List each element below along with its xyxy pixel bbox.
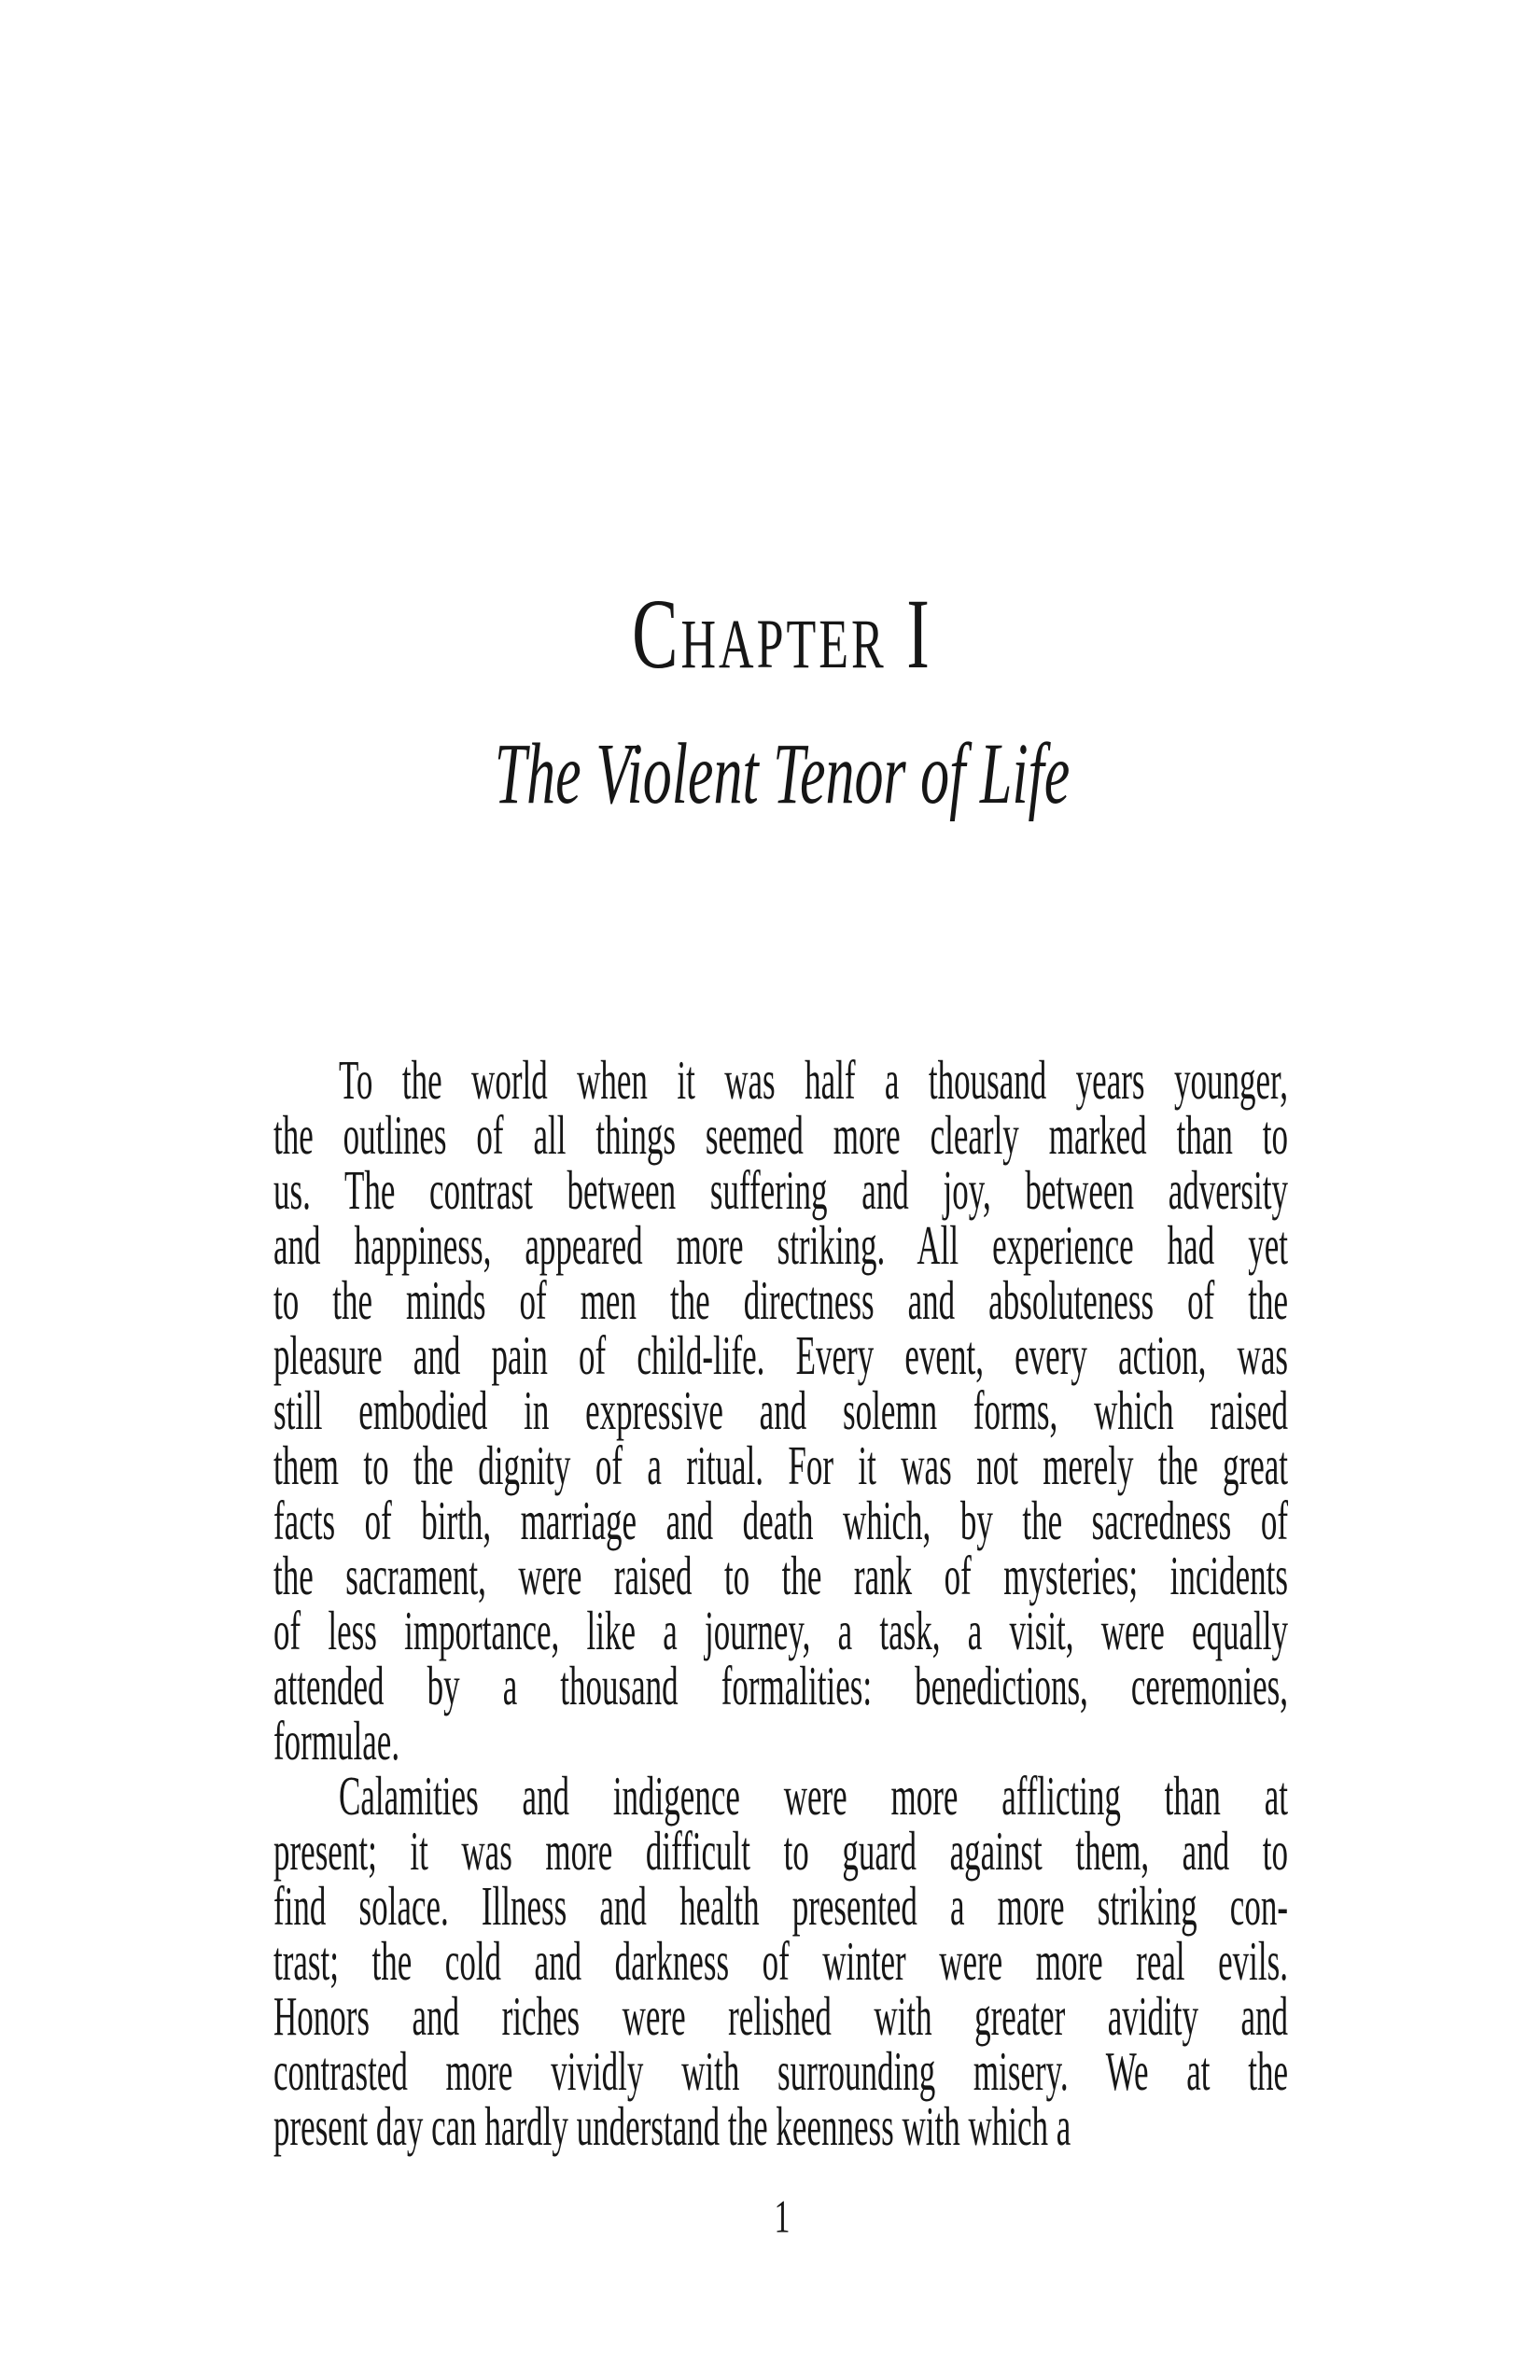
body-line: present; it was more difficult to guard against them, and to [273,1820,1288,1883]
body-line: pleasure and pain of child-life. Every event, every action, was [273,1324,1288,1387]
body-line: still embodied in expressive and solemn forms, which raised [273,1379,1288,1442]
body-line: and happiness, appeared more striking. All experience had yet [273,1214,1288,1277]
body-line: find solace. Illness and health presented a more striking con- [273,1875,1288,1938]
body-line: trast; the cold and darkness of winter were more real evils. [273,1930,1288,1993]
body-line: Calamities and indigence were more afflicting than at [339,1765,1288,1827]
body-line: them to the dignity of a ritual. For it was not merely the great [273,1435,1288,1497]
body-line: contrasted more vividly with surrounding misery. We at the [273,2040,1288,2103]
body-line: To the world when it was half a thousand years younger, [339,1049,1288,1112]
chapter-heading: Chapter I [632,579,932,691]
body-line: facts of birth, marriage and death which, by the sacredness of [273,1490,1288,1552]
body-line: Honors and riches were relished with greater avidity and [273,1985,1288,2048]
body-line: attended by a thousand formalities: benedictions, ceremonies, [273,1655,1288,1717]
body-line: the sacrament, were raised to the rank of mysteries; incidents [273,1545,1288,1607]
chapter-title: The Violent Tenor of Life [494,727,1071,822]
body-text [273,1049,1288,2158]
body-line: to the minds of men the directness and absoluteness of the [273,1269,1288,1332]
body-line: present day can hardly understand the keenness with which a [273,2095,1071,2158]
body-line: of less importance, like a journey, a task, a visit, were equally [273,1600,1288,1662]
body-line: us. The contrast between suffering and joy, between adversity [273,1159,1288,1222]
body-line: formulae. [273,1710,400,1772]
page-number: 1 [774,2192,791,2244]
body-line: the outlines of all things seemed more clearly marked than to [273,1104,1288,1167]
